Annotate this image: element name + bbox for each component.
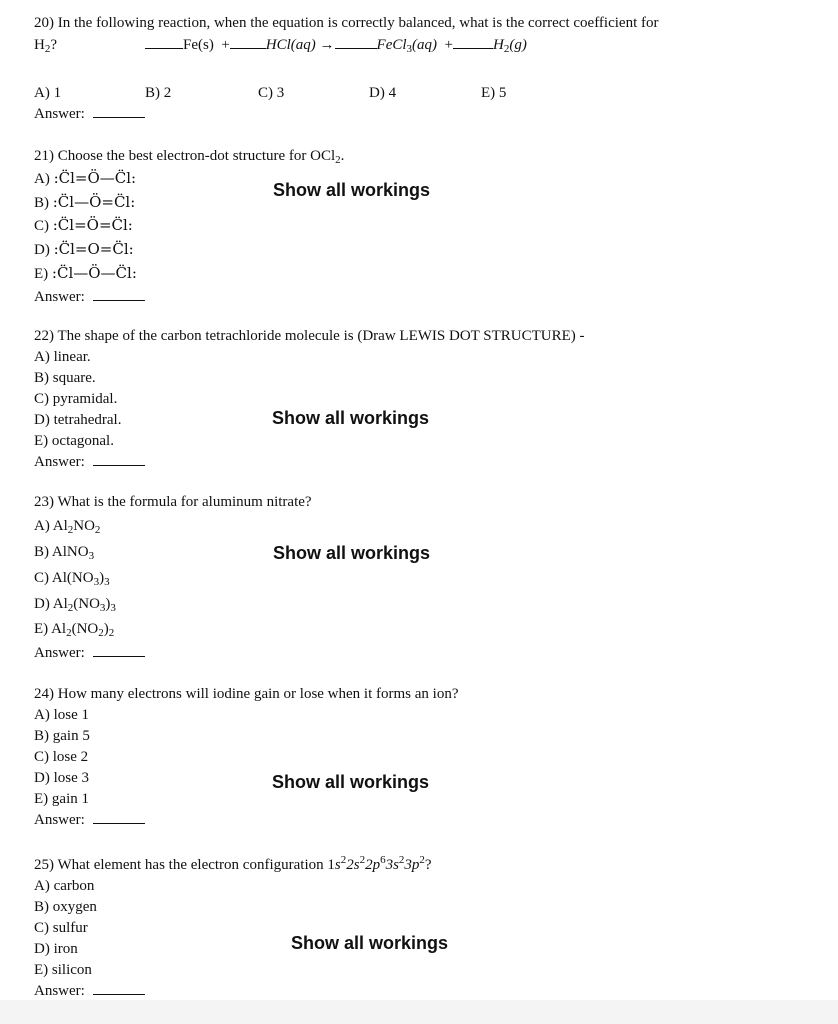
- q23-option-a[interactable]: A) $Al_2NO_2$: [34, 518, 101, 536]
- q25-answer: Answer:: [34, 982, 145, 1000]
- q20-equation: [145, 36, 527, 54]
- q22-answer: Answer:: [34, 453, 145, 471]
- q23-workings: Show all workings: [273, 543, 431, 563]
- dot-structure-d: :C̈l=O=C̈l:: [53, 240, 134, 258]
- eq-fe: Fe(s): [183, 37, 214, 53]
- eq-fecl3: FeCl$_3$(aq): [376, 37, 438, 55]
- q21-option-e[interactable]: E) :C̈l—Ö—C̈l:: [34, 264, 137, 282]
- q20-answer: [34, 105, 145, 123]
- q20-option-c[interactable]: C) 3: [258, 85, 285, 101]
- q23-option-b[interactable]: B) AlNO$_3$: [34, 544, 95, 562]
- q25-workings: Show all workings: [291, 933, 449, 953]
- q20-option-e[interactable]: E) 5: [481, 85, 507, 101]
- q21-answer-blank[interactable]: [93, 288, 145, 301]
- q20-option-b[interactable]: B) 2: [145, 85, 172, 101]
- q22-option-b[interactable]: B) square.: [34, 370, 96, 386]
- q25-answer-blank[interactable]: [93, 982, 145, 995]
- q23-answer-blank[interactable]: [93, 644, 145, 657]
- q25-option-d[interactable]: D) iron: [34, 941, 78, 957]
- q23-option-c[interactable]: C) $Al(NO_3)_3$: [34, 570, 110, 588]
- q24-option-a[interactable]: A) lose 1: [34, 707, 89, 723]
- q20-answer-label: Answer:: [34, 106, 85, 122]
- q22-option-c[interactable]: C) pyramidal.: [34, 391, 118, 407]
- q22-workings: Show all workings: [272, 408, 430, 428]
- q24-option-b[interactable]: B) gain 5: [34, 728, 90, 744]
- q24-answer: Answer:: [34, 811, 145, 829]
- dot-structure-e: :C̈l—Ö—C̈l:: [51, 264, 137, 282]
- q21-option-c[interactable]: C) :C̈l=Ö=C̈l:: [34, 216, 133, 234]
- q23-option-d[interactable]: D) $Al_2(NO_3)_3$: [34, 596, 116, 614]
- q23-question: 23) What is the formula for aluminum nitrate?: [34, 494, 312, 510]
- eq-h2: $H_2(g)$: [493, 37, 527, 55]
- q25-option-c[interactable]: C) sulfur: [34, 920, 88, 936]
- q24-option-c[interactable]: C) lose 2: [34, 749, 89, 765]
- q24-question: 24) How many electrons will iodine gain or lose when it forms an ion?: [34, 686, 459, 702]
- q24-option-d[interactable]: D) lose 3: [34, 770, 89, 786]
- q21-option-a[interactable]: A) :C̈l=Ö—C̈l:: [34, 169, 137, 187]
- q22-option-d[interactable]: D) tetrahedral.: [34, 412, 122, 428]
- q20-answer-blank[interactable]: [93, 105, 145, 118]
- q20-h2-label: H: [34, 37, 45, 53]
- q20-h2-sub: 2: [44, 43, 51, 55]
- q21-question: 21) Choose the best electron-dot structure for OCl$_2$.: [34, 148, 345, 166]
- q21-workings: Show all workings: [273, 180, 431, 200]
- q22-option-a[interactable]: A) linear.: [34, 349, 91, 365]
- q24-workings: Show all workings: [272, 772, 430, 792]
- blank-hcl[interactable]: [230, 36, 266, 49]
- q23-answer: Answer:: [34, 644, 145, 662]
- q21-answer: Answer:: [34, 288, 145, 306]
- q21-option-d[interactable]: D) :C̈l=O=C̈l:: [34, 240, 134, 258]
- q24-option-e[interactable]: E) gain 1: [34, 791, 89, 807]
- q25-option-e[interactable]: E) silicon: [34, 962, 92, 978]
- blank-fe[interactable]: [145, 36, 183, 49]
- eq-hcl: HCl(aq): [265, 37, 316, 53]
- q25-option-a[interactable]: A) carbon: [34, 878, 95, 894]
- q22-answer-blank[interactable]: [93, 453, 145, 466]
- q22-option-e[interactable]: E) octagonal.: [34, 433, 114, 449]
- dot-structure-b: :C̈l—Ö=C̈l:: [52, 193, 136, 211]
- q21-option-b[interactable]: B) :C̈l—Ö=C̈l:: [34, 193, 136, 211]
- page-bottom-band: [0, 1000, 838, 1024]
- blank-fecl3[interactable]: [335, 36, 377, 49]
- q22-question: 22) The shape of the carbon tetrachloride molecule is (Draw LEWIS DOT STRUCTURE) -: [34, 328, 585, 344]
- eq-plus-1: +: [221, 37, 230, 53]
- q24-answer-blank[interactable]: [93, 811, 145, 824]
- q20-option-a[interactable]: A) 1: [34, 85, 62, 101]
- q25-option-b[interactable]: B) oxygen: [34, 899, 97, 915]
- eq-arrow: →: [319, 37, 335, 53]
- q20-question: 20) In the following reaction, when the equation is correctly balanced, what is the correct coefficient for: [34, 15, 659, 31]
- q25-question: 25) What element has the electron configuration $1s^22s^22p^63s^23p^2$?: [34, 854, 432, 873]
- q20-h2-q: ?: [50, 37, 58, 53]
- dot-structure-c: :C̈l=Ö=C̈l:: [52, 216, 133, 234]
- eq-plus-2: +: [444, 37, 454, 53]
- q20-option-d[interactable]: D) 4: [369, 85, 397, 101]
- dot-structure-a: :C̈l=Ö—C̈l:: [53, 169, 137, 187]
- q23-option-e[interactable]: E) $Al_2(NO_2)_2$: [34, 621, 115, 639]
- blank-h2[interactable]: [453, 36, 493, 49]
- q20-h2: [34, 36, 57, 54]
